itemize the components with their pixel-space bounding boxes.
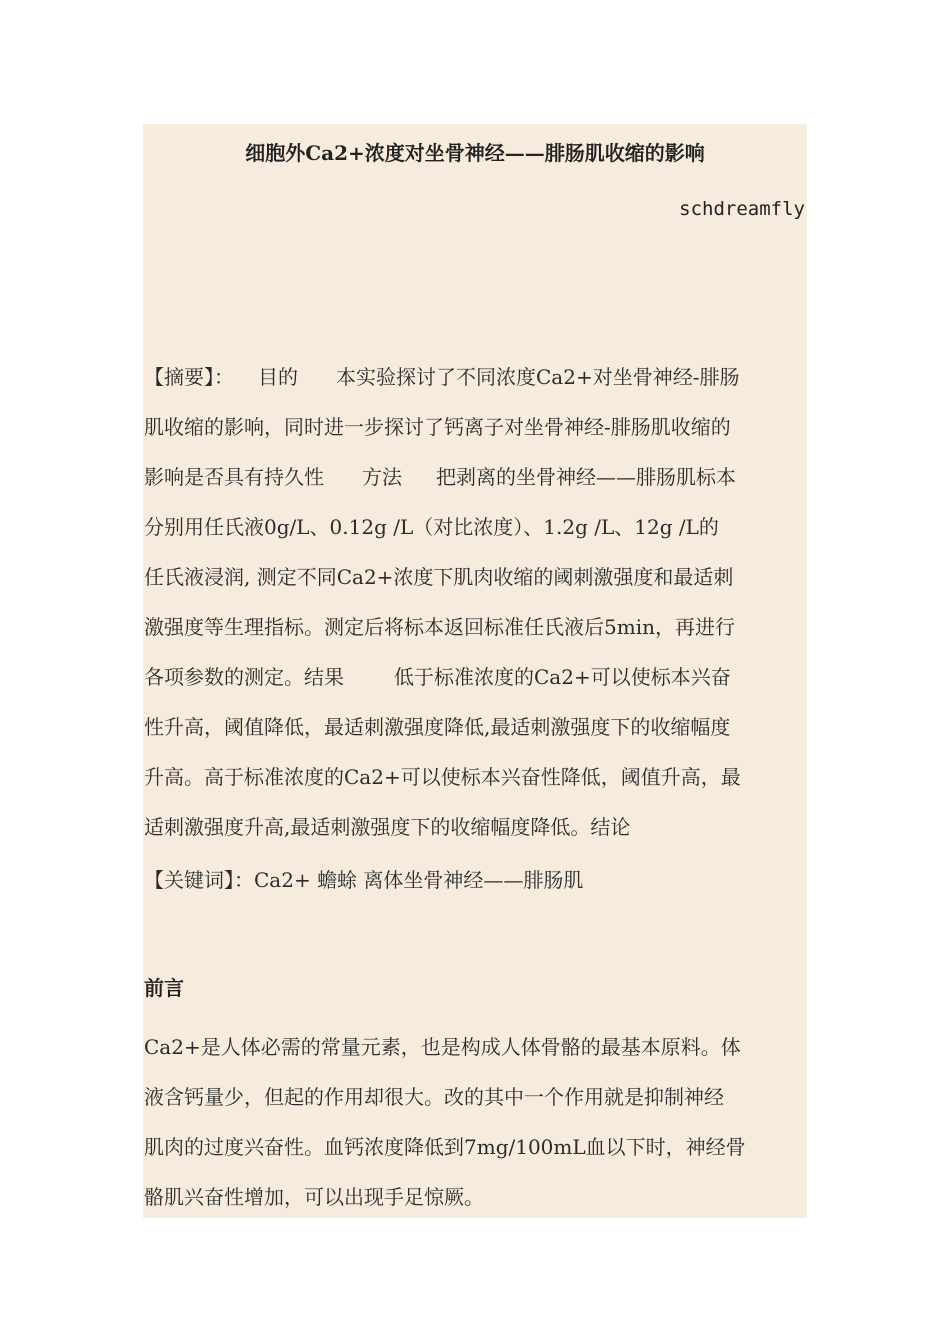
abstract-text: 影响是否具有持久性 xyxy=(144,465,324,489)
abstract-line: 适刺激强度升高,最适刺激强度下的收缩幅度降低。结论 xyxy=(144,815,631,839)
abstract-line: 任氏液浸润, 测定不同Ca2+浓度下肌肉收缩的阈刺激强度和最适刺 xyxy=(144,565,734,589)
abstract-text: 本实验探讨了不同浓度Ca2+对坐骨神经-腓肠 xyxy=(336,365,740,389)
abstract-line: 性升高，阈值降低，最适刺激强度降低,最适刺激强度下的收缩幅度 xyxy=(144,715,731,739)
abstract-line: 肌收缩的影响，同时进一步探讨了钙离子对坐骨神经-腓肠肌收缩的 xyxy=(144,415,731,439)
intro-line: 肌肉的过度兴奋性。血钙浓度降低到7mg/100mL血以下时，神经骨 xyxy=(144,1135,746,1159)
document-title: 细胞外Ca2+浓度对坐骨神经——腓肠肌收缩的影响 xyxy=(245,141,705,165)
intro-line: Ca2+是人体必需的常量元素，也是构成人体骨骼的最基本原料。体 xyxy=(144,1035,741,1059)
abstract-paragraph xyxy=(144,352,808,852)
abstract-label: 【摘要】： xyxy=(144,365,234,389)
intro-line: 液含钙量少，但起的作用却很大。改的其中一个作用就是抑制神经 xyxy=(144,1085,724,1109)
abstract-text: 低于标准浓度的Ca2+可以使标本兴奋 xyxy=(394,665,731,689)
abstract-text: 把剥离的坐骨神经——腓肠肌标本 xyxy=(436,465,736,489)
abstract-line xyxy=(144,652,808,702)
abstract-line xyxy=(144,452,808,502)
abstract-result-label: 各项参数的测定。结果 xyxy=(144,665,344,689)
keywords-text: 【关键词】：Ca2+ 蟾蜍 离体坐骨神经——腓肠肌 xyxy=(144,868,584,892)
keywords-line xyxy=(144,855,808,905)
intro-paragraph xyxy=(144,1022,808,1222)
abstract-line: 激强度等生理指标。测定后将标本返回标准任氏液后5min，再进行 xyxy=(144,615,735,639)
abstract-line: 升高。高于标准浓度的Ca2+可以使标本兴奋性降低，阈值升高，最 xyxy=(144,765,741,789)
author-name: schdreamfly xyxy=(679,198,805,220)
intro-heading: 前言 xyxy=(144,976,184,1000)
intro-line: 骼肌兴奋性增加，可以出现手足惊厥。 xyxy=(144,1185,484,1209)
abstract-method-label: 方法 xyxy=(362,465,402,489)
abstract-purpose-label: 目的 xyxy=(258,365,298,389)
abstract-line: 分别用任氏液0g/L、0.12g /L（对比浓度）、1.2g /L、12g /L的 xyxy=(144,515,719,539)
abstract-line xyxy=(144,352,808,402)
